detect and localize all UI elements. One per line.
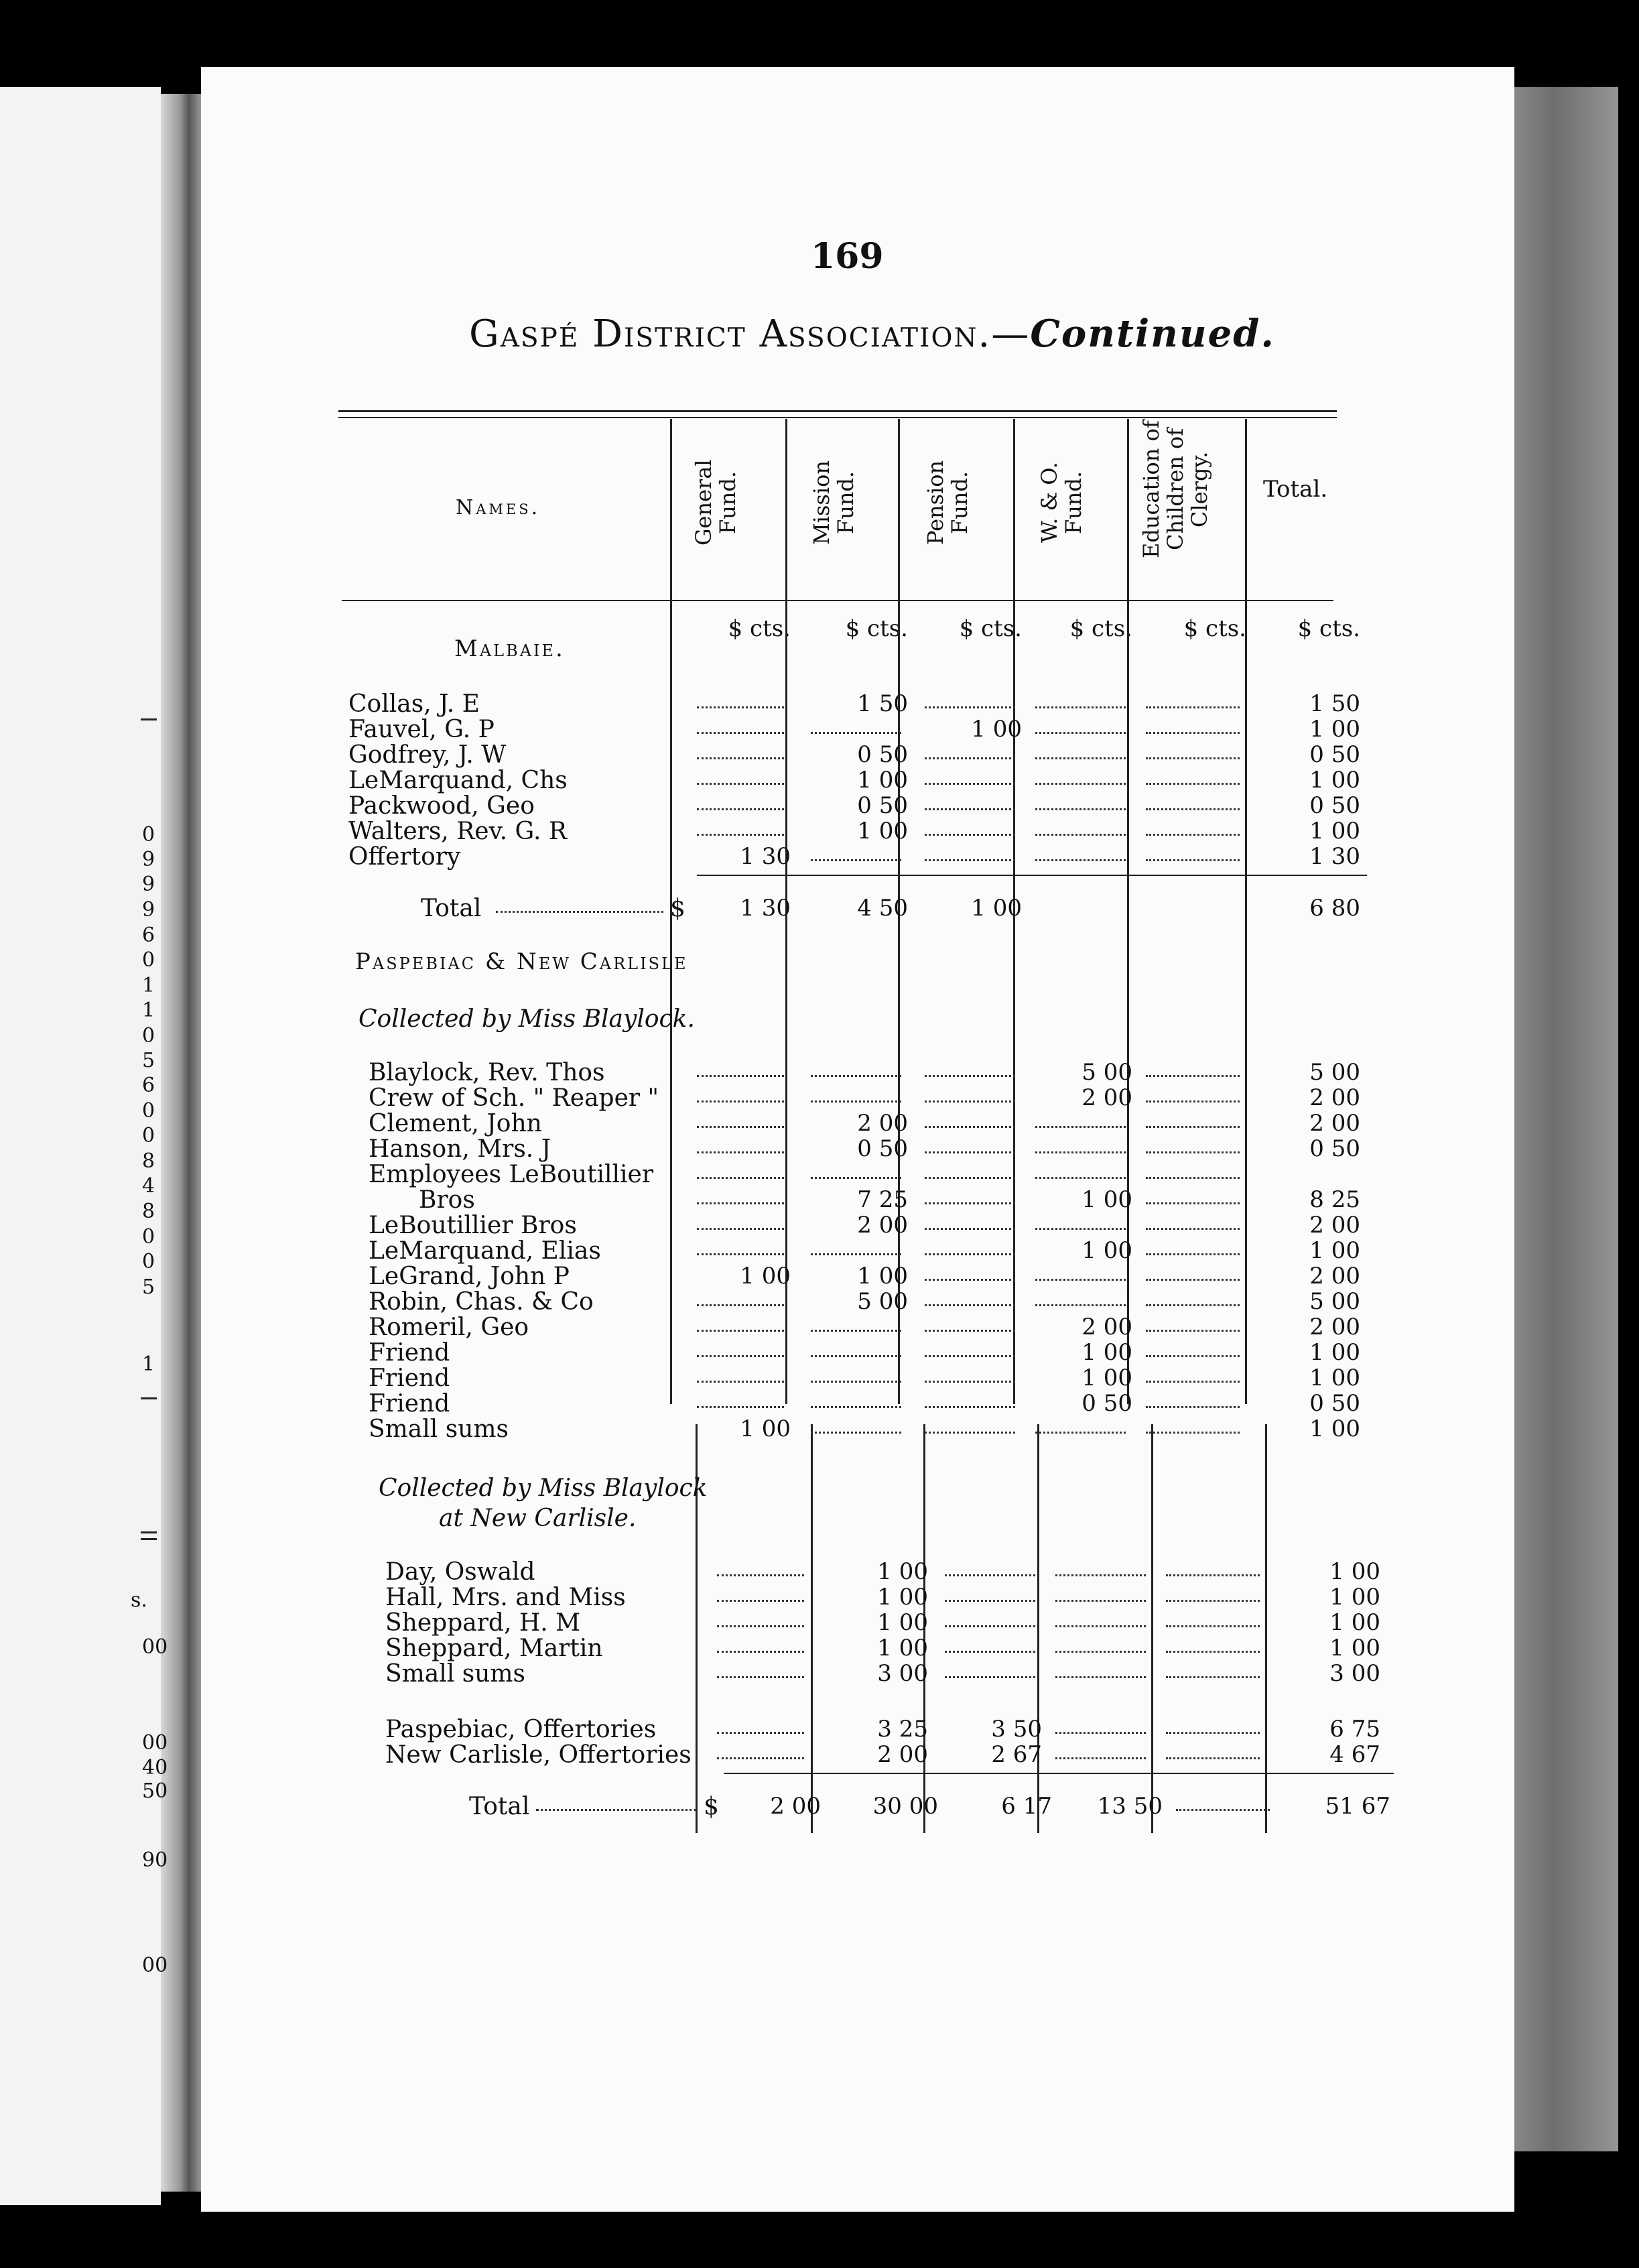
empty-cell-dots	[697, 1151, 784, 1153]
collector-note-new-carlisle-1: Collected by Miss Blaylock	[379, 1474, 708, 1502]
amount-cell: 1 00	[1329, 1635, 1380, 1661]
amount-cell: 0 50	[1309, 741, 1360, 768]
empty-cell-dots	[925, 1151, 1015, 1153]
empty-cell-dots	[1146, 859, 1240, 861]
grand-total-amount: 6 17	[1001, 1793, 1052, 1820]
amount-cell: 1 00	[1309, 1415, 1360, 1442]
row-name: Fauvel, G. P	[348, 716, 495, 743]
empty-cell-dots	[1166, 1676, 1260, 1678]
row-name: Friend	[369, 1390, 450, 1418]
empty-cell-dots	[811, 1432, 901, 1434]
row-name: LeMarquand, Chs	[348, 767, 568, 794]
row-name: New Carlisle, Offertories	[385, 1741, 692, 1769]
grand-total-amount: 51 67	[1325, 1793, 1390, 1820]
total-leader	[496, 911, 663, 913]
empty-cell-dots	[1055, 1676, 1146, 1678]
empty-cell-dots	[697, 1253, 784, 1255]
empty-cell-dots	[1146, 757, 1240, 759]
empty-cell-dots	[697, 808, 784, 810]
empty-cell-dots	[811, 1406, 901, 1408]
left-page-number: 6	[142, 1074, 155, 1097]
column-header-general-fund: General Fund.	[691, 459, 740, 546]
row-name: LeBoutillier Bros	[369, 1212, 577, 1239]
empty-cell-dots	[1055, 1600, 1146, 1602]
amount-cell: 1 00	[971, 716, 1022, 743]
amount-cell: 0 50	[857, 741, 908, 768]
empty-cell-dots	[1035, 783, 1126, 785]
empty-cell-dots	[925, 1202, 1015, 1204]
amount-cell: 6 75	[1329, 1716, 1380, 1743]
amount-cell: 1 00	[877, 1635, 928, 1661]
grand-total-amount: 2 00	[770, 1793, 821, 1820]
empty-cell-dots	[811, 1177, 901, 1179]
empty-cell-dots	[1146, 1304, 1240, 1306]
amount-cell: 1 00	[877, 1609, 928, 1636]
empty-cell-dots	[925, 1100, 1015, 1102]
empty-cell-dots	[697, 732, 784, 734]
left-page-number: 40	[142, 1756, 168, 1779]
left-page-number: 0	[142, 1250, 155, 1273]
left-page-rule	[141, 1538, 157, 1540]
amount-cell: 5 00	[1309, 1288, 1360, 1315]
amount-cell: 0 50	[1309, 1390, 1360, 1417]
header-bottom-rule	[342, 600, 1333, 601]
empty-cell-dots	[925, 1432, 1015, 1434]
empty-cell-dots	[945, 1600, 1035, 1602]
amount-cell: 1 00	[1309, 1365, 1360, 1391]
empty-cell-dots	[1035, 859, 1126, 861]
empty-cell-dots	[925, 1381, 1015, 1383]
column-header-wo-fund: W. & O. Fund.	[1037, 462, 1086, 544]
amount-cell: 1 00	[1329, 1584, 1380, 1611]
title-continued: Continued.	[1030, 312, 1275, 356]
empty-cell-dots	[717, 1732, 804, 1734]
amount-cell: 2 00	[1309, 1084, 1360, 1111]
empty-cell-dots	[1176, 1809, 1270, 1811]
grand-total-rule	[724, 1773, 1394, 1774]
empty-cell-dots	[697, 783, 784, 785]
row-name: LeGrand, John P	[369, 1263, 570, 1290]
row-name: Walters, Rev. G. R	[348, 818, 568, 845]
empty-cell-dots	[1146, 1202, 1240, 1204]
left-page-number: 00	[142, 1635, 168, 1659]
amount-cell: 1 00	[877, 1584, 928, 1611]
unit-label: $ cts.	[728, 615, 791, 642]
row-name: Small sums	[385, 1660, 526, 1688]
empty-cell-dots	[925, 1253, 1015, 1255]
unit-label: $ cts.	[1297, 615, 1360, 642]
empty-cell-dots	[1146, 783, 1240, 785]
empty-cell-dots	[925, 1126, 1015, 1128]
empty-cell-dots	[697, 1126, 784, 1128]
amount-cell: 1 00	[740, 1415, 791, 1442]
unit-label: $ cts.	[959, 615, 1022, 642]
row-name: Collas, J. E	[348, 690, 480, 718]
empty-cell-dots	[1146, 1126, 1240, 1128]
amount-cell: 2 00	[1081, 1084, 1132, 1111]
row-name: Hall, Mrs. and Miss	[385, 1584, 626, 1611]
amount-cell: 5 00	[1309, 1059, 1360, 1086]
grand-total-dollar: $	[704, 1793, 719, 1820]
amount-cell: 1 00	[857, 818, 908, 844]
amount-cell: 1 00	[1081, 1237, 1132, 1264]
amount-cell: 1 30	[740, 843, 791, 870]
empty-cell-dots	[925, 1279, 1015, 1281]
empty-cell-dots	[1146, 808, 1240, 810]
unit-label: $ cts.	[845, 615, 908, 642]
empty-cell-dots	[697, 706, 784, 708]
empty-cell-dots	[1146, 706, 1240, 708]
empty-cell-dots	[1146, 1177, 1240, 1179]
amount-cell: 3 00	[1329, 1660, 1380, 1687]
left-page-number: 0	[142, 823, 155, 846]
empty-cell-dots	[1035, 706, 1126, 708]
row-name: Crew of Sch. " Reaper "	[369, 1084, 659, 1112]
amount-cell: 3 25	[877, 1716, 928, 1743]
total-amount: 4 50	[857, 895, 908, 922]
unit-label: $ cts.	[1183, 615, 1246, 642]
row-name: Hanson, Mrs. J	[369, 1135, 551, 1163]
left-page-number: 0	[142, 948, 155, 972]
row-name: Godfrey, J. W	[348, 741, 507, 769]
empty-cell-dots	[1146, 1406, 1240, 1408]
empty-cell-dots	[925, 1355, 1015, 1357]
empty-cell-dots	[1146, 1253, 1240, 1255]
left-page-number: 1	[142, 1352, 155, 1376]
empty-cell-dots	[697, 1177, 784, 1179]
left-page-number: 0	[142, 1099, 155, 1123]
empty-cell-dots	[925, 757, 1015, 759]
amount-cell: 1 00	[1081, 1365, 1132, 1391]
section-heading-malbaie: Malbaie.	[454, 635, 565, 662]
empty-cell-dots	[1146, 1381, 1240, 1383]
amount-cell: 3 50	[991, 1716, 1042, 1743]
amount-cell: 1 00	[1309, 1339, 1360, 1366]
amount-cell: 2 00	[857, 1212, 908, 1239]
empty-cell-dots	[811, 732, 901, 734]
total-row	[0, 895, 1474, 924]
row-name: Paspebiac, Offertories	[385, 1716, 657, 1743]
empty-cell-dots	[925, 1406, 1015, 1408]
row-name: Packwood, Geo	[348, 792, 535, 820]
left-page-number: 0	[142, 1225, 155, 1249]
empty-cell-dots	[925, 1075, 1015, 1077]
grand-total-amount: 30 00	[872, 1793, 938, 1820]
amount-cell: 1 00	[1309, 767, 1360, 794]
empty-cell-dots	[697, 1075, 784, 1077]
amount-cell: 2 00	[1309, 1263, 1360, 1289]
row-name: Romeril, Geo	[369, 1314, 529, 1341]
row-name: Friend	[369, 1339, 450, 1367]
row-name: Offertory	[348, 843, 461, 871]
row-name: LeMarquand, Elias	[369, 1237, 601, 1265]
total-label: Total	[421, 895, 482, 922]
amount-cell: 5 00	[857, 1288, 908, 1315]
amount-cell: 1 00	[857, 1263, 908, 1289]
empty-cell-dots	[925, 1304, 1015, 1306]
amount-cell: 2 00	[877, 1741, 928, 1768]
page-number: 169	[811, 236, 884, 277]
empty-cell-dots	[945, 1651, 1035, 1653]
amount-cell: 1 00	[1081, 1186, 1132, 1213]
empty-cell-dots	[1146, 732, 1240, 734]
row-name: Blaylock, Rev. Thos	[369, 1059, 605, 1086]
empty-cell-dots	[1035, 1228, 1126, 1230]
amount-cell: 0 50	[857, 792, 908, 819]
empty-cell-dots	[925, 859, 1015, 861]
amount-cell: 1 50	[1309, 690, 1360, 717]
grand-total-amount: 13 50	[1097, 1793, 1163, 1820]
empty-cell-dots	[811, 1381, 901, 1383]
total-amount: 6 80	[1309, 895, 1360, 922]
empty-cell-dots	[1055, 1574, 1146, 1576]
empty-cell-dots	[811, 1253, 901, 1255]
empty-cell-dots	[1055, 1757, 1146, 1759]
amount-cell: 1 00	[877, 1558, 928, 1585]
column-header-mission-fund: Mission Fund.	[809, 460, 858, 545]
empty-cell-dots	[697, 1100, 784, 1102]
empty-cell-dots	[945, 1574, 1035, 1576]
empty-cell-dots	[697, 1304, 784, 1306]
empty-cell-dots	[1035, 1126, 1126, 1128]
amount-cell: 1 00	[1309, 1237, 1360, 1264]
empty-cell-dots	[1166, 1600, 1260, 1602]
column-header-total: Total.	[1263, 476, 1328, 503]
row-name: Sheppard, H. M	[385, 1609, 580, 1637]
empty-cell-dots	[1166, 1732, 1260, 1734]
collector-note-new-carlisle-2: at New Carlisle.	[439, 1505, 637, 1532]
row-name: Friend	[369, 1365, 450, 1392]
empty-cell-dots	[811, 1075, 901, 1077]
empty-cell-dots	[811, 1330, 901, 1332]
left-page-number: 0	[142, 1124, 155, 1147]
amount-cell: 2 00	[1309, 1110, 1360, 1137]
empty-cell-dots	[1055, 1625, 1146, 1627]
empty-cell-dots	[697, 757, 784, 759]
empty-cell-dots	[811, 1355, 901, 1357]
empty-cell-dots	[1146, 1432, 1240, 1434]
total-amount: 1 00	[971, 895, 1022, 922]
empty-cell-dots	[717, 1574, 804, 1576]
grand-total-leader	[536, 1809, 697, 1811]
amount-cell: 7 25	[857, 1186, 908, 1213]
amount-cell: 1 00	[740, 1263, 791, 1289]
amount-cell: 2 67	[991, 1741, 1042, 1768]
empty-cell-dots	[717, 1651, 804, 1653]
amount-cell: 1 30	[1309, 843, 1360, 870]
empty-cell-dots	[925, 808, 1015, 810]
empty-cell-dots	[1146, 834, 1240, 836]
empty-cell-dots	[717, 1600, 804, 1602]
empty-cell-dots	[697, 1381, 784, 1383]
left-page-number: 0	[142, 1024, 155, 1048]
left-page-rule	[141, 1531, 157, 1533]
unit-label: $ cts.	[1069, 615, 1132, 642]
empty-cell-dots	[1146, 1279, 1240, 1281]
empty-cell-dots	[697, 1406, 784, 1408]
amount-cell: 1 00	[857, 767, 908, 794]
left-page-number: 1	[142, 974, 155, 997]
row-name: Clement, John	[369, 1110, 542, 1137]
empty-cell-dots	[945, 1625, 1035, 1627]
amount-cell: 3 00	[877, 1660, 928, 1687]
empty-cell-dots	[1166, 1651, 1260, 1653]
row-name: Day, Oswald	[385, 1558, 535, 1586]
empty-cell-dots	[925, 1228, 1015, 1230]
row-name: Bros	[419, 1186, 475, 1214]
amount-cell: 2 00	[1081, 1314, 1132, 1340]
amount-cell: 2 00	[857, 1110, 908, 1137]
empty-cell-dots	[945, 1676, 1035, 1678]
left-page-number: 4	[142, 1174, 155, 1198]
empty-cell-dots	[811, 859, 901, 861]
left-page-number: 9	[142, 848, 155, 871]
empty-cell-dots	[1035, 1151, 1126, 1153]
empty-cell-dots	[1035, 808, 1126, 810]
empty-cell-dots	[1035, 1279, 1126, 1281]
empty-cell-dots	[1146, 1330, 1240, 1332]
left-page-number: s.	[131, 1588, 147, 1612]
empty-cell-dots	[925, 834, 1015, 836]
left-page-number: 6	[142, 924, 155, 947]
collector-note: Collected by Miss Blaylock.	[358, 1005, 695, 1033]
table-row	[0, 1741, 1474, 1771]
amount-cell: 4 67	[1329, 1741, 1380, 1768]
section-heading-paspebiac: Paspebiac & New Carlisle	[355, 948, 688, 975]
amount-cell: 2 00	[1309, 1314, 1360, 1340]
total-amount: 1 30	[740, 895, 791, 922]
left-page-number: 1	[142, 999, 155, 1022]
amount-cell: 0 50	[1081, 1390, 1132, 1417]
left-page-number: 50	[142, 1779, 168, 1803]
grand-total-label: Total	[469, 1793, 530, 1820]
amount-cell: 1 00	[1329, 1609, 1380, 1636]
amount-cell: 1 50	[857, 690, 908, 717]
empty-cell-dots	[1035, 732, 1126, 734]
empty-cell-dots	[1146, 1100, 1240, 1102]
amount-cell: 0 50	[857, 1135, 908, 1162]
empty-cell-dots	[925, 783, 1015, 785]
empty-cell-dots	[1146, 1075, 1240, 1077]
empty-cell-dots	[697, 834, 784, 836]
table-row	[0, 1660, 1474, 1690]
empty-cell-dots	[1035, 1304, 1126, 1306]
empty-cell-dots	[1146, 1355, 1240, 1357]
row-name: Robin, Chas. & Co	[369, 1288, 594, 1316]
amount-cell: 1 00	[1081, 1339, 1132, 1366]
empty-cell-dots	[1146, 1151, 1240, 1153]
row-name: Small sums	[369, 1415, 509, 1443]
left-page-number: 90	[142, 1848, 168, 1872]
amount-cell: 1 00	[1329, 1558, 1380, 1585]
amount-cell: 5 00	[1081, 1059, 1132, 1086]
empty-cell-dots	[1055, 1651, 1146, 1653]
subtotal-rule	[697, 875, 1367, 876]
grand-total-row	[0, 1793, 1474, 1822]
left-page-number: 9	[142, 898, 155, 922]
amount-cell: 0 50	[1309, 1135, 1360, 1162]
amount-cell: 1 00	[1309, 716, 1360, 743]
column-header-education-fund: Education of Children of Clergy.	[1138, 420, 1212, 558]
left-page-number: 5	[142, 1275, 155, 1299]
amount-cell: 0 50	[1309, 792, 1360, 819]
empty-cell-dots	[1166, 1574, 1260, 1576]
empty-cell-dots	[1055, 1732, 1146, 1734]
empty-cell-dots	[697, 1330, 784, 1332]
left-page-number: 8	[142, 1149, 155, 1173]
left-page-number: 8	[142, 1200, 155, 1223]
empty-cell-dots	[1146, 1228, 1240, 1230]
empty-cell-dots	[1035, 834, 1126, 836]
table-row	[0, 1415, 1474, 1445]
empty-cell-dots	[811, 1100, 901, 1102]
empty-cell-dots	[1166, 1625, 1260, 1627]
amount-cell: 8 25	[1309, 1186, 1360, 1213]
empty-cell-dots	[925, 706, 1015, 708]
row-name: Employees LeBoutillier	[369, 1161, 654, 1188]
left-page-number: 9	[142, 873, 155, 896]
table-row	[0, 843, 1474, 873]
empty-cell-dots	[925, 1177, 1015, 1179]
amount-cell: 2 00	[1309, 1212, 1360, 1239]
empty-cell-dots	[717, 1676, 804, 1678]
left-page-number: 5	[142, 1049, 155, 1072]
total-dollar: $	[670, 895, 685, 922]
empty-cell-dots	[1035, 1432, 1126, 1434]
empty-cell-dots	[697, 1228, 784, 1230]
page-title	[469, 312, 1275, 356]
empty-cell-dots	[697, 1355, 784, 1357]
column-header-pension-fund: Pension Fund.	[923, 460, 972, 546]
empty-cell-dots	[1035, 1177, 1126, 1179]
amount-cell: 1 00	[1309, 818, 1360, 844]
empty-cell-dots	[717, 1625, 804, 1627]
left-page-number: 00	[142, 1731, 168, 1755]
column-header-names: Names.	[456, 496, 541, 519]
empty-cell-dots	[717, 1757, 804, 1759]
row-name: Sheppard, Martin	[385, 1635, 603, 1662]
empty-cell-dots	[697, 1202, 784, 1204]
empty-cell-dots	[1035, 757, 1126, 759]
empty-cell-dots	[1166, 1757, 1260, 1759]
empty-cell-dots	[925, 1330, 1015, 1332]
title-main: Gaspé District Association.—	[469, 312, 1031, 356]
left-page-number: 00	[142, 1954, 168, 1977]
